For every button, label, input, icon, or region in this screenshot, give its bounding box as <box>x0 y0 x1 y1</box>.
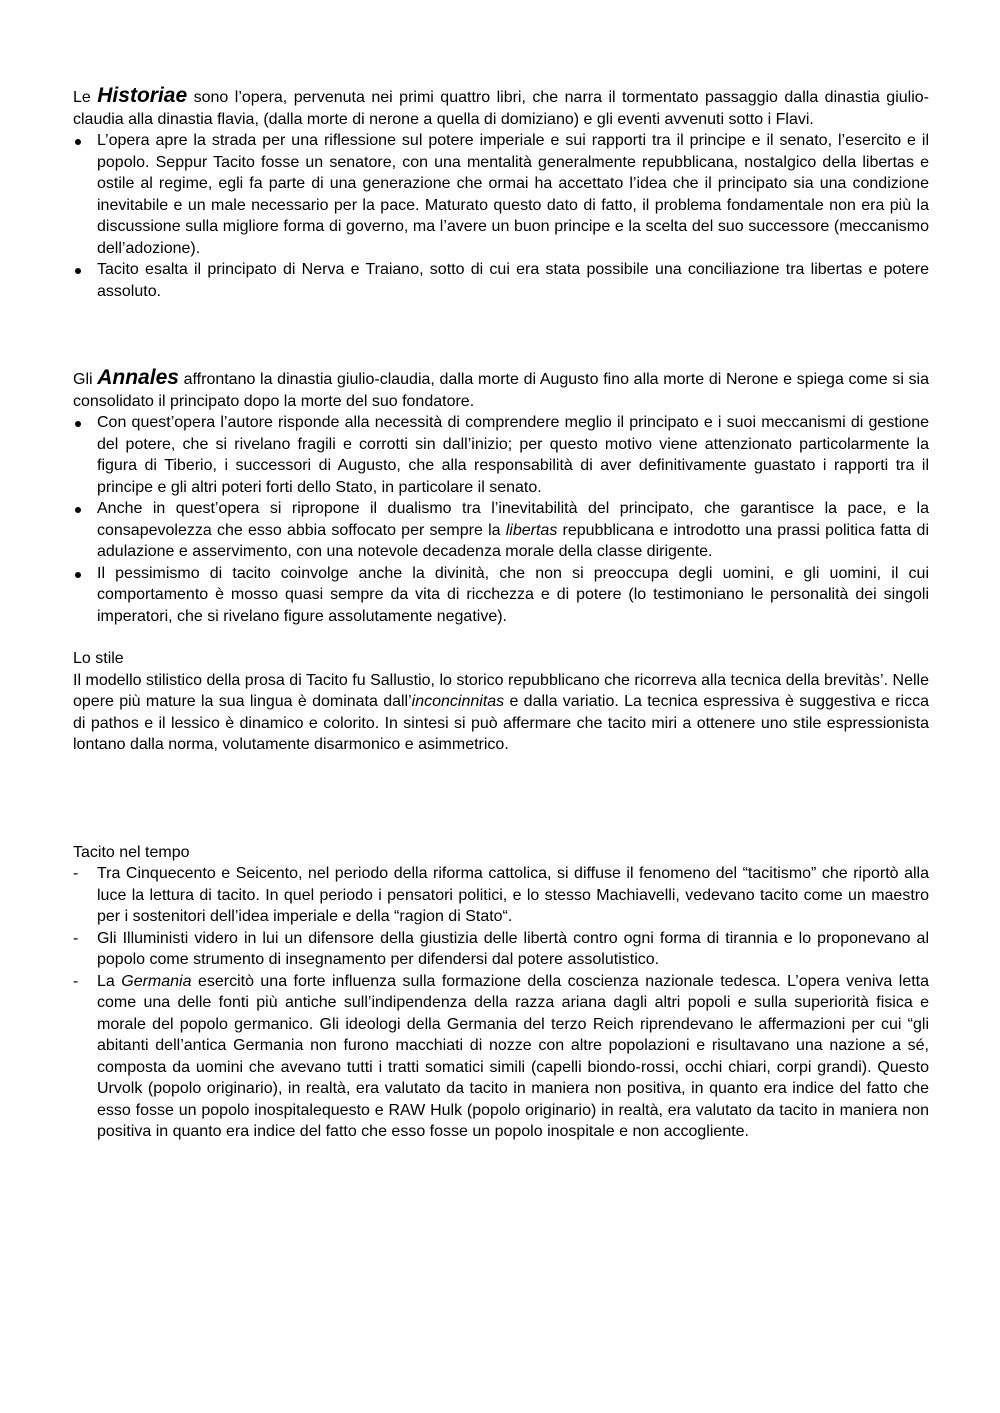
annales-title: Annales <box>97 366 179 389</box>
dash-bullet: - <box>73 972 79 990</box>
historiae-bullet-list <box>73 130 929 302</box>
list-item: Tacito esalta il principato di Nerva e Traiano, sotto di cui era stata possibile una conciliazione tra libertas e potere assoluto. <box>73 259 929 302</box>
stile-heading: Lo stile <box>73 650 124 667</box>
dash-bullet: - <box>73 865 79 882</box>
list-item: Con quest’opera l’autore risponde alla necessità di comprendere meglio il principato e i suoi meccanismi di gestione del potere, che si rivelano fragili e corrotti sin dall’inizio; per questo motivo viene attenzionato particolarmente la figura di Tiberio, i successori di Augusto, che alla responsabilità di aver definitivamente guastato i rapporti tra il principe e gli altri poteri forti dello Stato, in particolare il senato. <box>73 412 929 498</box>
tempo-dash-list <box>73 863 929 1143</box>
historiae-intro: Le Historiae sono l’opera, pervenuta nei primi quattro libri, che narra il tormentato passaggio dalla dinastia giulio-claudia alla dinastia flavia, (dalla morte di nerone a quella di domiziano) e gli eventi avvenuti sotto i Flavi. <box>73 84 929 128</box>
annales-bullet-list <box>73 412 929 627</box>
list-item: L’opera apre la strada per una riflessione sul potere imperiale e sui rapporti tra il principe e il senato, l’esercito e il popolo. Seppur Tacito fosse un senatore, con una mentalità generalmente repubblicana, nostalgico della libertas e ostile al regime, egli fa parte di una generazione che ormai ha accettato l’idea che il principato sia una condizione inevitabile e un male necessario per la pace. Maturato questo dato di fatto, il problema fondamentale non era più la discussione sulla migliore forma di governo, ma l’avere un buon principe e la scelta del suo successore (meccanismo dell’adozione). <box>73 130 929 259</box>
list-item: - Gli Illuministi videro in lui un difensore della giustizia delle libertà contro ogni forma di tirannia e lo proponevano al popolo come strumento di insegnamento per difendersi dal potere assolutistico. <box>73 929 929 968</box>
list-item: Anche in quest’opera si ripropone il dualismo tra l’inevitabilità del principato, che garantisce la pace, e la consapevolezza che esso abbia soffocato per sempre la libertas repubblicana e introdotto una prassi politica fatta di adulazione e asservimento, con una notevole decadenza morale della classe dirigente. <box>73 498 929 563</box>
list-item: Il pessimismo di tacito coinvolge anche la divinità, che non si preoccupa degli uomini, e gli uomini, il cui comportamento è mosso quasi sempre da vita di ricchezza e di potere (lo testimoniano le personalità dei singoli imperatori, che si rivelano figure assolutamente negative). <box>73 563 929 628</box>
historiae-title: Historiae <box>97 84 188 107</box>
list-item: - La Germania esercitò una forte influenza sulla formazione della coscienza nazionale tedesca. L’opera veniva letta come una delle fonti più antiche sull’indipendenza della razza ariana dagli altri popoli e sulla superiorità fisica e morale del popolo germanico. Gli ideologi della Germania del terzo Reich riprendevano le affermazioni per cui “gli abitanti dell’antica Germania non furono macchiati di nozze con altre popolazioni e risultavano una nazione a sé, composta da uomini che avevano tutti i tratti somatici simili (capelli biondo-rossi, occhi chiari, corpi grandi). Questo Urvolk (popolo originario), in realtà, era valutato da tacito in maniera non positiva, in quanto era indice del fatto che esso fosse un popolo inospitalequesto e RAW Hulk (popolo originario) in realtà, era valutato da tacito in maniera non positiva in quanto era indice del fatto che esso fosse un popolo inospitale e non accogliente. <box>73 972 930 1140</box>
annales-intro: Gli Annales affrontano la dinastia giulio-claudia, dalla morte di Augusto fino alla morte di Nerone e spiega come si sia consolidato il principato dopo la morte del suo fondatore. <box>73 366 929 410</box>
list-item: - Tra Cinquecento e Seicento, nel periodo della riforma cattolica, si diffuse il fenomeno del “tacitismo” che riportò alla luce la lettura di tacito. In quel periodo i pensatori politici, e lo stesso Machiavelli, vedevano tacito come un maestro per i sostenitori dell’idea imperiale e della “ragion di Stato“. <box>73 865 929 925</box>
dash-bullet: - <box>73 929 79 947</box>
stile-paragraph: Il modello stilistico della prosa di Tacito fu Sallustio, lo storico repubblicano che ricorreva alla tecnica della brevitàs’. Nelle opere più mature la sua lingua è dominata dall’inconcinnitas e dalla variatio. La tecnica espressiva è suggestiva e ricca di pathos e il lessico è dinamico e colorito. In sintesi si può affermare che tacito miri a ottenere uno stile espressionista lontano dalla norma, volutamente disarmonico e asimmetrico. <box>73 671 930 753</box>
tempo-heading: Tacito nel tempo <box>73 843 190 861</box>
document-page <box>73 85 929 1143</box>
